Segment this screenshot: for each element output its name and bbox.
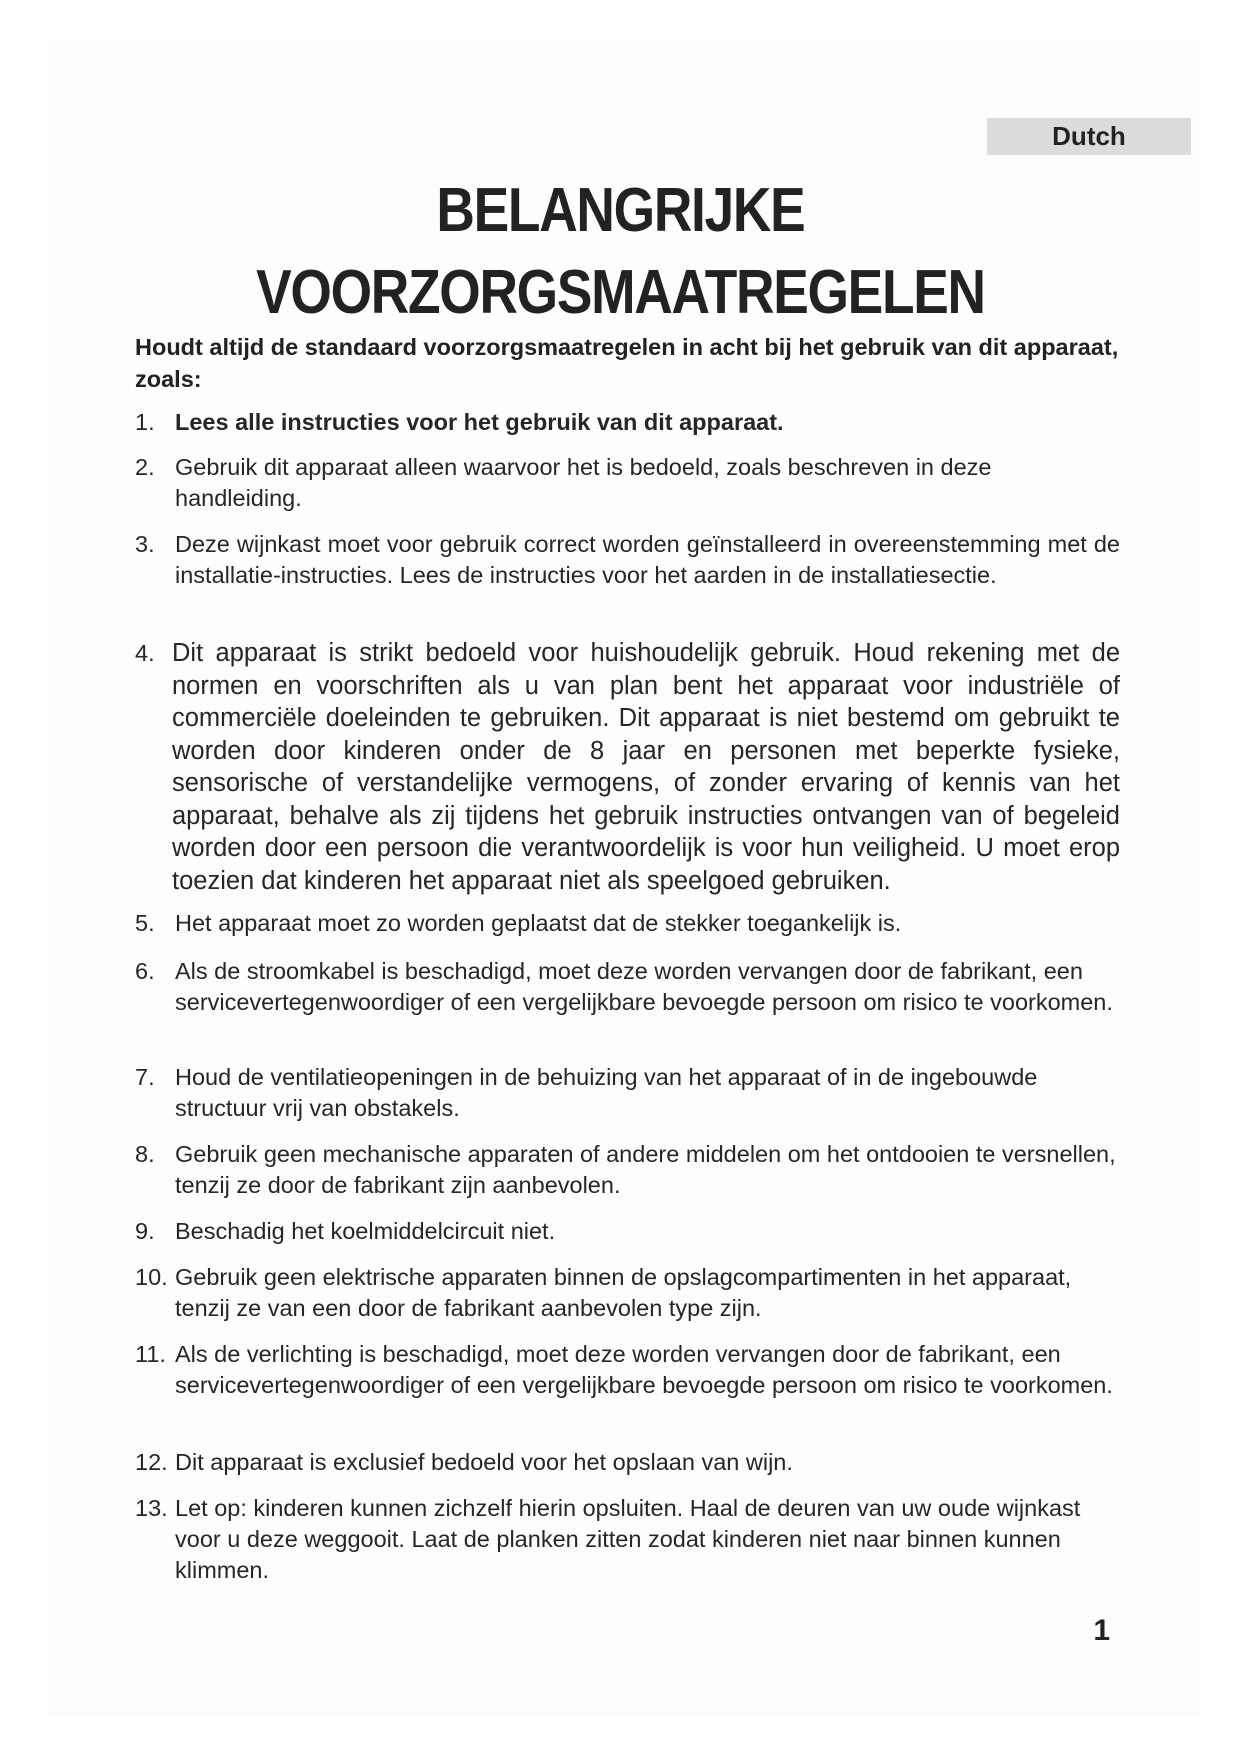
list-item-text: Als de verlichting is beschadigd, moet deze worden vervangen door de fabrikant, een servicevertegenwoordiger of een vergelijkbare bevoegde persoon om risico te voorkomen.	[175, 1341, 1113, 1398]
list-item-text: Let op: kinderen kunnen zichzelf hierin opsluiten. Haal de deuren van uw oude wijnkast voor u deze weggooit. Laat de planken zitten zodat kinderen niet naar binnen kunnen klimmen.	[175, 1495, 1081, 1583]
page-title-line-1: BELANGRIJKE	[436, 176, 805, 245]
list-item-4	[135, 637, 1120, 897]
page-title-line-2: VOORZORGSMAATREGELEN	[256, 258, 985, 327]
list-item-text: Gebruik geen mechanische apparaten of andere middelen om het ontdooien te versnellen, tenzij ze door de fabrikant zijn aanbevolen.	[175, 1141, 1116, 1198]
list-item-number: 3.	[135, 531, 155, 557]
list-item-number: 10.	[135, 1264, 168, 1290]
list-item-8	[135, 1139, 1120, 1201]
list-item-1	[135, 407, 1120, 438]
list-item-13	[135, 1493, 1120, 1586]
list-item-number: 4.	[135, 640, 155, 666]
list-item-text: Het apparaat moet zo worden geplaatst dat de stekker toegankelijk is.	[175, 910, 902, 936]
list-item-number: 6.	[135, 958, 155, 984]
list-item-text: Beschadig het koelmiddelcircuit niet.	[175, 1218, 556, 1244]
list-item-12	[135, 1447, 1120, 1478]
intro-text: Houdt altijd de standaard voorzorgsmaatregelen in acht bij het gebruik van dit apparaat, zoals:	[135, 334, 1119, 392]
list-item-text: Houd de ventilatieopeningen in de behuizing van het apparaat of in de ingebouwde structuur vrij van obstakels.	[175, 1064, 1038, 1121]
list-item-number: 11.	[135, 1341, 166, 1367]
list-item-text: Deze wijnkast moet voor gebruik correct worden geïnstalleerd in overeenstemming met de installatie-instructies. Lees de instructies voor het aarden in de installatiesectie.	[175, 531, 1120, 588]
language-tab: Dutch	[987, 118, 1191, 155]
list-item-10	[135, 1262, 1120, 1324]
list-item-number: 13.	[135, 1495, 168, 1521]
list-item-number: 8.	[135, 1141, 155, 1167]
list-item-text: Dit apparaat is exclusief bedoeld voor het opslaan van wijn.	[175, 1449, 793, 1475]
list-item-number: 9.	[135, 1218, 155, 1244]
list-item-text: Gebruik dit apparaat alleen waarvoor het is bedoeld, zoals beschreven in deze handleiding.	[175, 454, 992, 511]
list-item-number: 7.	[135, 1064, 155, 1090]
list-item-6	[135, 956, 1120, 1018]
list-item-11	[135, 1339, 1120, 1401]
list-item-number: 5.	[135, 910, 155, 936]
list-item-text: Gebruik geen elektrische apparaten binnen de opslagcompartimenten in het apparaat, tenzij ze van een door de fabrikant aanbevolen type zijn.	[175, 1264, 1072, 1321]
list-item-7	[135, 1062, 1120, 1124]
list-item-2	[135, 452, 1120, 514]
list-item-text: Lees alle instructies voor het gebruik van dit apparaat.	[175, 409, 784, 435]
list-item-number: 1.	[135, 409, 155, 435]
list-item-5	[135, 908, 1120, 939]
list-item-3	[135, 529, 1120, 591]
list-item-text: Als de stroomkabel is beschadigd, moet deze worden vervangen door de fabrikant, een servicevertegenwoordiger of een vergelijkbare bevoegde persoon om risico te voorkomen.	[175, 958, 1113, 1015]
page-number: 1	[1093, 1614, 1110, 1647]
list-item-number: 12.	[135, 1449, 168, 1475]
list-item-9	[135, 1216, 1120, 1247]
list-item-number: 2.	[135, 454, 155, 480]
list-item-text: Dit apparaat is strikt bedoeld voor huishoudelijk gebruik. Houd rekening met de normen en voorschriften als u van plan bent het apparaat voor industriële of commerciële doeleinden te gebruiken. Dit apparaat is niet bestemd om gebruikt te worden door kinderen onder de 8 jaar en personen met beperkte fysieke, sensorische of verstandelijke vermogens, of zonder ervaring of kennis van het apparaat, behalve als zij tijdens het gebruik instructies ontvangen van of begeleid worden door een persoon die verantwoordelijk is voor hun veiligheid. U moet erop toezien dat kinderen het apparaat niet als speelgoed gebruiken.	[172, 639, 1120, 895]
